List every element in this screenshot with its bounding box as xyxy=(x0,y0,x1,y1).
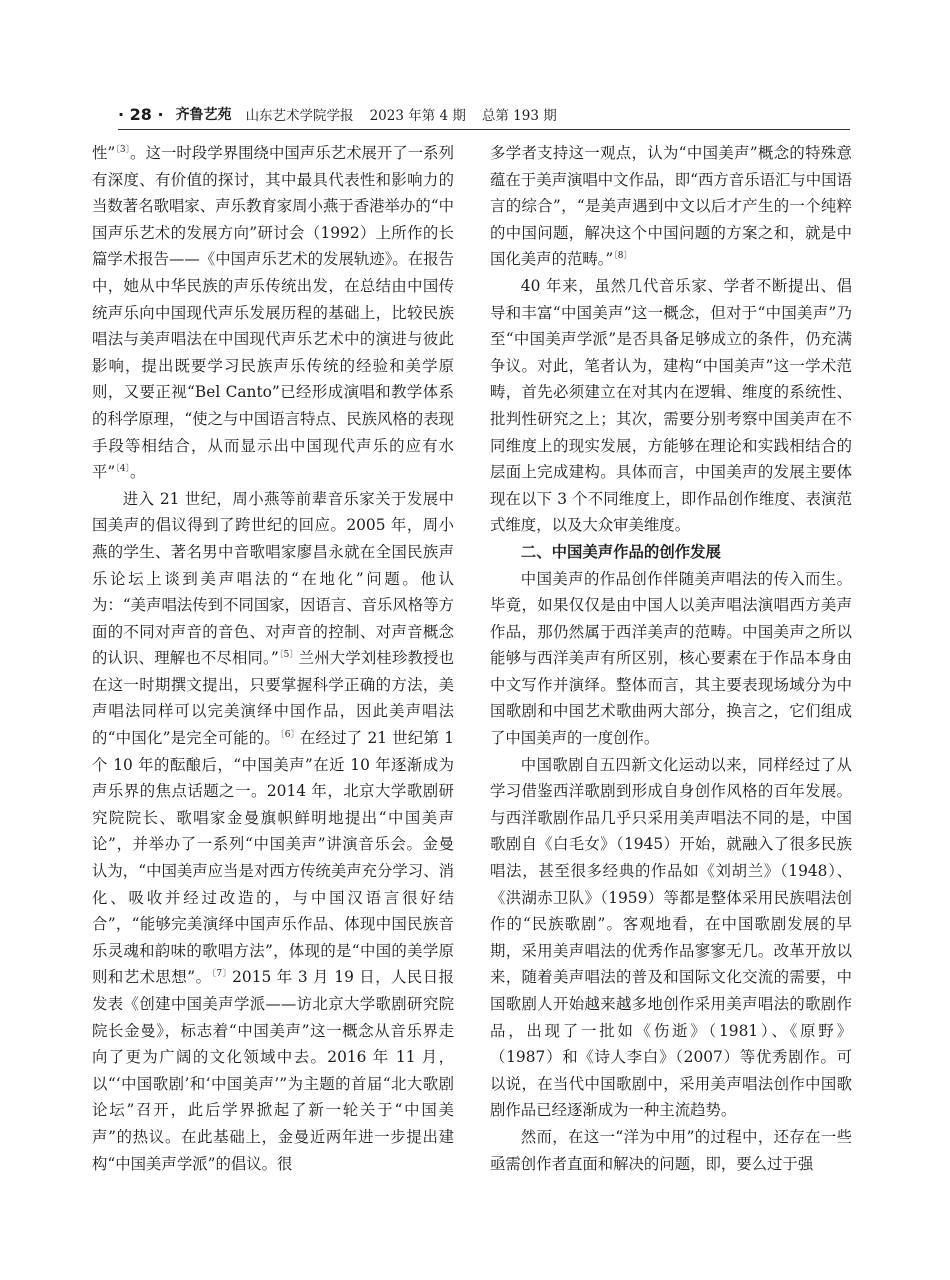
paragraph-works-creation: 中国美声的作品创作伴随美声唱法的传入而生。毕竟，如果仅仅是由中国人以美声唱法演唱西方美声作品，那仍然属于西洋美声的范畴。中国美声之所以能够与西洋美声有所区别，核心要素在于作品本身由中文写作并演绎。整体而言，其主要表现场域分为中国歌剧和中国艺术歌曲两大部分，换言之，它们组成了中国美声的一度创作。 xyxy=(490,569,852,748)
right-column xyxy=(490,140,852,1177)
text-segment: 2015 年 3 月 19 日，人民日报发表《创建中国美声学派——访北京大学歌剧研究院院长金曼》，标志着“中国美声”这一概念从音乐界走向了更为广阔的文化领域中去。2016 年 11 月，以“‘中国歌剧’和‘中国美声’”为主题的首届“北大歌剧论坛”召开，此后学界掀起了新一轮关于“中国美声”的热议。在此基础上，金曼近两年进一步提出建构“中国美声学派”的倡议。很 xyxy=(92,968,454,1173)
citation-ref-6: 〔6〕 xyxy=(280,730,300,741)
running-header xyxy=(118,98,850,124)
paragraph-zhou-xiaoyan-report xyxy=(92,140,454,486)
text-segment: 兰州大学刘桂珍教授也在这一时期撰文提出，只要掌握科学正确的方法，美声唱法同样可以完美演绎中国作品，因此美声唱法的“中国化”是完全可能的。 xyxy=(92,649,454,748)
text-segment: 进入 21 世纪，周小燕等前辈音乐家关于发展中国美声的倡议得到了跨世纪的回应。2005 年，周小燕的学生、著名男中音歌唱家廖昌永就在全国民族声乐论坛上谈到美声唱法的“在地化”问题。他认为：“美声唱法传到不同国家，因语言、音乐风格等方面的不同对声音的音色、对声音的控制、对声音概念的认识、理解也不尽相同。” xyxy=(92,489,454,668)
citation-ref-4: 〔4〕 xyxy=(115,464,130,475)
text-segment: 。 xyxy=(130,463,146,482)
citation-ref-3: 〔3〕 xyxy=(115,145,131,155)
citation-ref-5: 〔5〕 xyxy=(278,650,299,661)
text-segment: 在经过了 21 世纪第 1 个 10 年的酝酿后，“中国美声”在近 10 年逐渐成为声乐界的焦点话题之一。2014 年，北京大学歌剧研究院院长、歌唱家金曼旗帜鲜明地提出“中国美声论”，并举办了一系列“中国美声”讲演音乐会。金曼认为，“中国美声应当是对西方传统美声充分学习、消化、吸收并经过改造的，与中国汉语言很好结合”，“能够完美演绎中国声乐作品、体现中国民族音乐灵魂和韵味的歌唱方法”，体现的是“中国的美学原则和艺术思想”。 xyxy=(92,729,454,987)
text-segment: 。这一时段学界围绕中国声乐艺术展开了一系列有深度、有价值的探讨，其中最具代表性和影响力的当数著名歌唱家、声乐教育家周小燕于香港举办的“中国声乐艺术的发展方向”研讨会（1992）上所作的长篇学术报告——《中国声乐艺术的发展轨迹》。在报告中，她从中华民族的声乐传统出发，在总结由中国传统声乐向中国现代声乐发展历程的基础上，比较民族唱法与美声唱法在中国现代声乐艺术中的演进与彼此影响，提出既要学习民族声乐传统的经验和美学原则，又要正视“Bel Canto”已经形成演唱和教学体系的科学原理，“使之与中国语言特点、民族风格的表现手段等相结合，从而显示出中国现代声乐的应有水平” xyxy=(92,144,454,482)
citation-ref-8: 〔8〕 xyxy=(613,251,633,262)
left-column xyxy=(92,140,454,1177)
journal-name: 齐鲁艺苑 xyxy=(175,107,232,123)
publisher-name: 山东艺术学院学报 xyxy=(245,108,354,124)
text-segment: 性” xyxy=(92,144,116,162)
text-segment: 多学者支持这一观点，认为“中国美声”概念的特殊意蕴在于美声演唱中文作品，即“西方音乐语汇与中国语言的综合”，“是美声遇到中文以后才产生的一个纯粹的中国问题，解决这个中国问题的方案之和，就是中国化美声的范畴。” xyxy=(490,144,852,269)
paragraph-21st-century xyxy=(92,486,454,1177)
paragraph-problems: 然而，在这一“洋为中用”的过程中，还存在一些亟需创作者直面和解决的问题，即，要么过于强 xyxy=(490,1127,852,1173)
section-heading: 二、中国美声作品的创作发展 xyxy=(520,542,721,561)
total-issue-label: 总第 193 期 xyxy=(481,108,557,124)
paragraph-scholar-support xyxy=(490,140,852,273)
page-number: · 28 · xyxy=(118,105,164,124)
issue-label: 2023 年第 4 期 xyxy=(369,108,466,124)
paragraph-forty-years: 40 年来，虽然几代音乐家、学者不断提出、倡导和丰富“中国美声”这一概念，但对于“中国美声”乃至“中国美声学派”是否具备足够成立的条件，仍充满争议。对此，笔者认为，建构“中国美声”这一学术范畴，首先必须建立在对其内在逻辑、维度的系统性、批判性研究之上；其次，需要分别考察中国美声在不同维度上的现实发展，方能够在理论和实践相结合的层面上完成建构。具体而言，中国美声的发展主要体现在以下 3 个不同维度上，即作品创作维度、表演范式维度，以及大众审美维度。 xyxy=(490,276,852,535)
paragraph-chinese-opera: 中国歌剧自五四新文化运动以来，同样经过了从学习借鉴西洋歌剧到形成自身创作风格的百年发展。与西洋歌剧作品几乎只采用美声唱法不同的是，中国歌剧自《白毛女》（1945）开始，就融入了很多民族唱法，甚至很多经典的作品如《刘胡兰》（1948）、《洪湖赤卫队》（1959）等都是整体采用民族唱法创作的“民族歌剧”。客观地看，在中国歌剧发展的早期，采用美声唱法的优秀作品寥寥无几。改革开放以来，随着美声唱法的普及和国际文化交流的需要，中国歌剧人开始越来越多地创作采用美声唱法的歌剧作品，出现了一批如《伤逝》（1981）、《原野》（1987）和《诗人李白》（2007）等优秀剧作。可以说，在当代中国歌剧中，采用美声唱法创作中国歌剧作品已经逐渐成为一种主流趋势。 xyxy=(490,755,852,1120)
header-rule xyxy=(118,129,850,130)
citation-ref-7: 〔7〕 xyxy=(211,969,233,980)
